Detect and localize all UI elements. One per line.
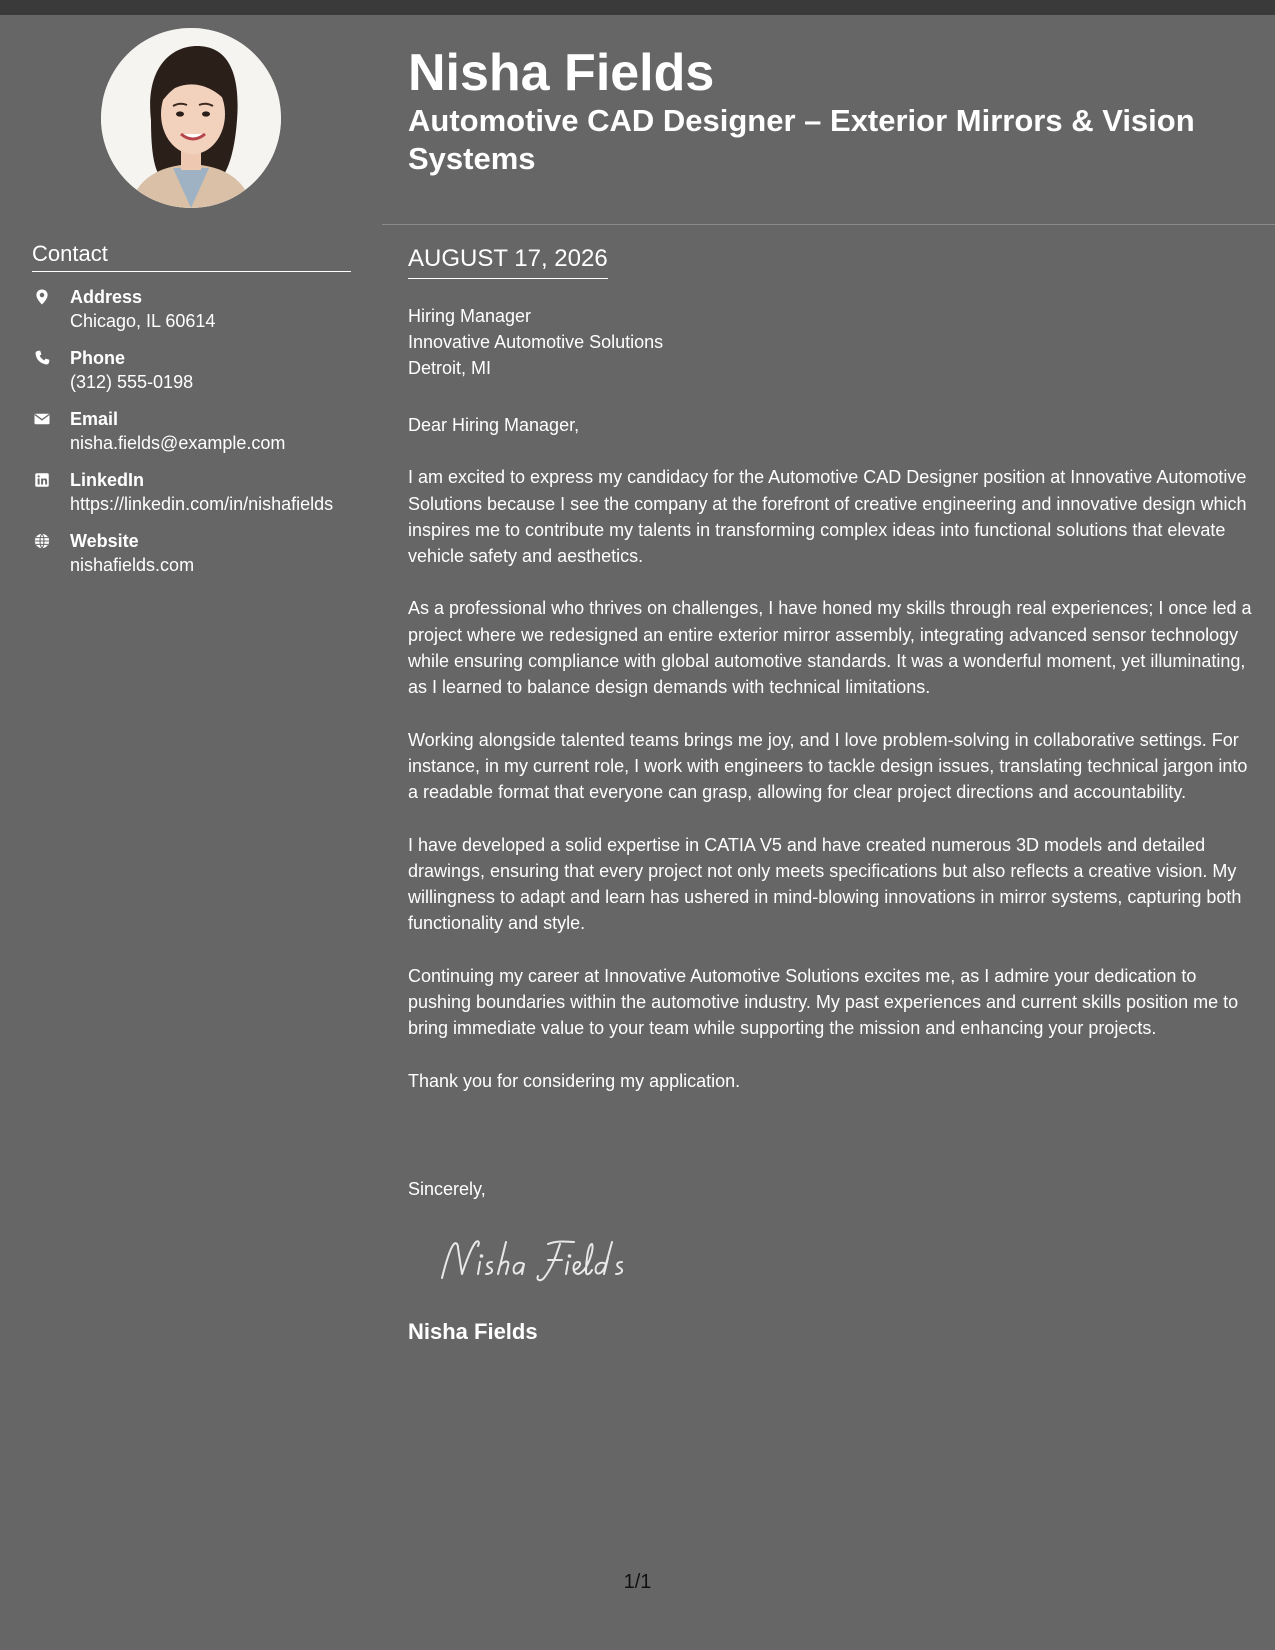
linkedin-icon [32, 470, 52, 490]
email-value[interactable]: nisha.fields@example.com [70, 433, 286, 453]
phone-value[interactable]: (312) 555-0198 [70, 372, 194, 392]
linkedin-value[interactable]: https://linkedin.com/in/nishafields [70, 494, 334, 514]
contact-item-email [32, 407, 362, 455]
handwritten-signature [436, 1232, 656, 1288]
website-value[interactable]: nishafields.com [70, 555, 195, 575]
recipient-line: Hiring Manager [408, 306, 532, 326]
contact-item-phone [32, 346, 362, 394]
letter-paragraph: I am excited to express my candidacy for the Automotive CAD Designer position at Innovative Automotive Solutions because I see the company at the forefront of creative engineering and innovative design which inspires me to contribute my talents in transforming complex ideas into functional solutions that elevate vehicle safety and aesthetics. [408, 467, 1247, 567]
location-pin-icon [32, 287, 52, 307]
profile-photo-illustration [101, 28, 281, 208]
globe-icon [32, 531, 52, 551]
contact-label: Website [70, 531, 139, 551]
page-number: 1/1 [623, 1571, 652, 1593]
profile-photo [101, 28, 281, 208]
contact-label: LinkedIn [70, 470, 145, 490]
contact-item-website [32, 529, 362, 577]
top-bar [0, 0, 1275, 15]
contact-heading: Contact [32, 241, 351, 272]
letter-date: AUGUST 17, 2026 [408, 244, 608, 279]
closing: Sincerely, [408, 1179, 486, 1199]
envelope-icon [32, 409, 52, 429]
contact-label: Phone [70, 348, 126, 368]
letter-paragraph: Continuing my career at Innovative Automotive Solutions excites me, as I admire your dedication to pushing boundaries within the automotive industry. My past experiences and current skills position me to bring immediate value to your team while supporting the mission and enhancing your projects. [408, 965, 1239, 1039]
salutation: Dear Hiring Manager, [408, 415, 580, 435]
phone-icon [32, 348, 52, 368]
contact-item-address [32, 285, 362, 333]
job-title: Automotive CAD Designer – Exterior Mirrors & Vision Systems [408, 103, 1195, 176]
sidebar [0, 15, 382, 1650]
signer-name: Nisha Fields [408, 1319, 538, 1344]
header-divider [382, 224, 1275, 225]
letter-paragraph: I have developed a solid expertise in CATIA V5 and have created numerous 3D models and detailed drawings, ensuring that every project not only meets specifications but also reflects a creative vision. My willingness to adapt and learn has ushered in mind-blowing innovations in mirror systems, capturing both functionality and style. [408, 834, 1242, 934]
contact-label: Address [70, 287, 143, 307]
contact-label: Email [70, 409, 119, 429]
signature-drawing [436, 1232, 656, 1288]
letter-paragraph: Working alongside talented teams brings me joy, and I love problem-solving in collaborative settings. For instance, in my current role, I work with engineers to tackle design issues, translating technical jargon into a readable format that everyone can grasp, allowing for clear project directions and accountability. [408, 729, 1248, 803]
address-value: Chicago, IL 60614 [70, 311, 216, 331]
letter-paragraph: As a professional who thrives on challenges, I have honed my skills through real experiences; I once led a project where we redesigned an entire exterior mirror assembly, integrating advanced sensor technology while ensuring compliance with global automotive standards. It was a wonderful moment, yet illuminating, as I learned to balance design demands with technical limitations. [408, 598, 1252, 698]
applicant-name: Nisha Fields [408, 44, 715, 102]
letter-paragraph: Thank you for considering my application. [408, 1070, 741, 1091]
recipient-line: Detroit, MI [408, 358, 492, 378]
letter-body [408, 412, 1256, 1120]
contact-item-linkedin [32, 468, 362, 516]
contact-list [32, 285, 362, 590]
recipient-line: Innovative Automotive Solutions [408, 332, 664, 352]
recipient-block [408, 303, 663, 381]
